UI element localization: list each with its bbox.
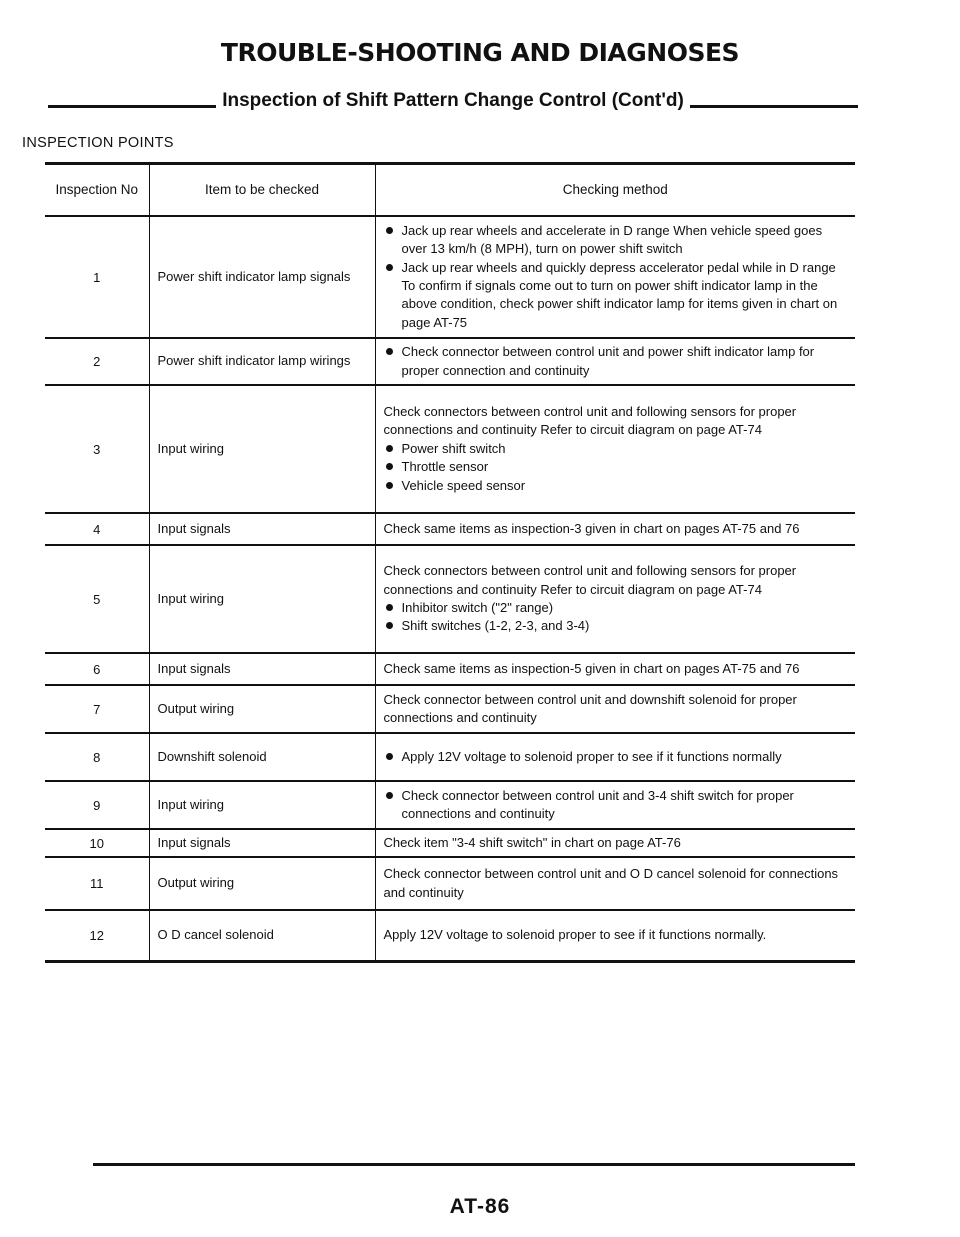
method-bullet-list [384, 343, 848, 380]
row-no: 1 [45, 216, 149, 338]
table-row [45, 338, 855, 385]
row-no: 4 [45, 513, 149, 545]
page-title: TROUBLE-SHOOTING AND DIAGNOSES [220, 38, 740, 67]
subtitle-rule-left [48, 105, 216, 108]
method-bullet-list [384, 222, 848, 333]
table-row [45, 829, 855, 857]
row-no: 12 [45, 910, 149, 960]
table-row [45, 910, 855, 960]
page-subtitle: Inspection of Shift Pattern Change Control (Cont'd) [222, 90, 684, 111]
subtitle-row [48, 88, 858, 114]
row-no: 2 [45, 338, 149, 385]
row-item: Input signals [149, 829, 375, 857]
row-no: 8 [45, 733, 149, 781]
table-row [45, 685, 855, 733]
row-item: Output wiring [149, 685, 375, 733]
table-row [45, 781, 855, 829]
table-row [45, 857, 855, 910]
row-method [375, 781, 855, 829]
table-row [45, 216, 855, 338]
method-bullet: Check connector between control unit and 3-4 shift switch for proper connections and continuity [384, 787, 848, 824]
row-item: Power shift indicator lamp signals [149, 216, 375, 338]
section-label: INSPECTION POINTS [22, 135, 174, 151]
row-no: 7 [45, 685, 149, 733]
method-bullet: Inhibitor switch ("2" range) [384, 599, 848, 617]
row-method: Check same items as inspection-3 given in chart on pages AT-75 and 76 [375, 513, 855, 545]
row-item: Input wiring [149, 385, 375, 513]
method-bullet: Vehicle speed sensor [384, 477, 848, 495]
table-row [45, 653, 855, 685]
method-intro: Check connectors between control unit and following sensors for proper connections and continuity Refer to circuit diagram on page AT-74 [383, 403, 797, 438]
method-bullet: Check connector between control unit and power shift indicator lamp for proper connection and continuity [384, 343, 848, 380]
footer-rule [93, 1163, 855, 1166]
row-no: 3 [45, 385, 149, 513]
row-item: Input wiring [149, 545, 375, 653]
method-bullet: Jack up rear wheels and accelerate in D range When vehicle speed goes over 13 km/h (8 MPH), turn on power shift switch [384, 222, 848, 259]
row-item: O D cancel solenoid [149, 910, 375, 960]
row-item: Input signals [149, 513, 375, 545]
subtitle-rule-right [690, 105, 858, 108]
row-item: Output wiring [149, 857, 375, 910]
method-bullet-list [384, 787, 848, 824]
row-no: 9 [45, 781, 149, 829]
method-bullet: Throttle sensor [384, 458, 848, 476]
method-intro: Check connectors between control unit and following sensors for proper connections and continuity Refer to circuit diagram on page AT-74 [383, 563, 797, 597]
row-method [375, 545, 855, 653]
method-bullet: Shift switches (1-2, 2-3, and 3-4) [384, 617, 848, 635]
row-method: Check item "3-4 shift switch" in chart on page AT-76 [375, 829, 855, 857]
method-bullet: Jack up rear wheels and quickly depress accelerator pedal while in D range To confirm if signals come out to turn on power shift indicator lamp in the above condition, check power shift indicator lamp for items given in chart on page AT-75 [384, 259, 848, 333]
row-no: 5 [45, 545, 149, 653]
method-bullet-list [384, 440, 848, 495]
row-method: Check same items as inspection-5 given in chart on pages AT-75 and 76 [375, 653, 855, 685]
row-method [375, 338, 855, 385]
row-item: Input signals [149, 653, 375, 685]
row-item: Power shift indicator lamp wirings [149, 338, 375, 385]
row-no: 10 [45, 829, 149, 857]
table-row [45, 513, 855, 545]
row-item: Downshift solenoid [149, 733, 375, 781]
row-no: 6 [45, 653, 149, 685]
header-method: Checking method [375, 165, 855, 216]
row-no: 11 [45, 857, 149, 910]
row-method: Check connector between control unit and O D cancel solenoid for connections and continuity [375, 857, 855, 910]
method-bullet-list [384, 748, 848, 766]
row-item: Input wiring [149, 781, 375, 829]
header-inspection-no: Inspection No [45, 165, 149, 216]
header-item: Item to be checked [149, 165, 375, 216]
page-number: AT-86 [449, 1195, 511, 1218]
row-method: Apply 12V voltage to solenoid proper to see if it functions normally. [383, 927, 767, 943]
table-row [45, 545, 855, 653]
method-bullet: Power shift switch [384, 440, 848, 458]
method-bullet-list [384, 599, 848, 636]
method-bullet: Apply 12V voltage to solenoid proper to see if it functions normally [384, 748, 848, 766]
row-method [375, 216, 855, 338]
table-header-row [45, 165, 855, 216]
table-row [45, 385, 855, 513]
table-row [45, 733, 855, 781]
row-method [375, 385, 855, 513]
inspection-table-wrapper [45, 162, 855, 963]
row-method: Check connector between control unit and downshift solenoid for proper connections and continuity [375, 685, 855, 733]
inspection-table [45, 165, 855, 960]
row-method [375, 733, 855, 781]
